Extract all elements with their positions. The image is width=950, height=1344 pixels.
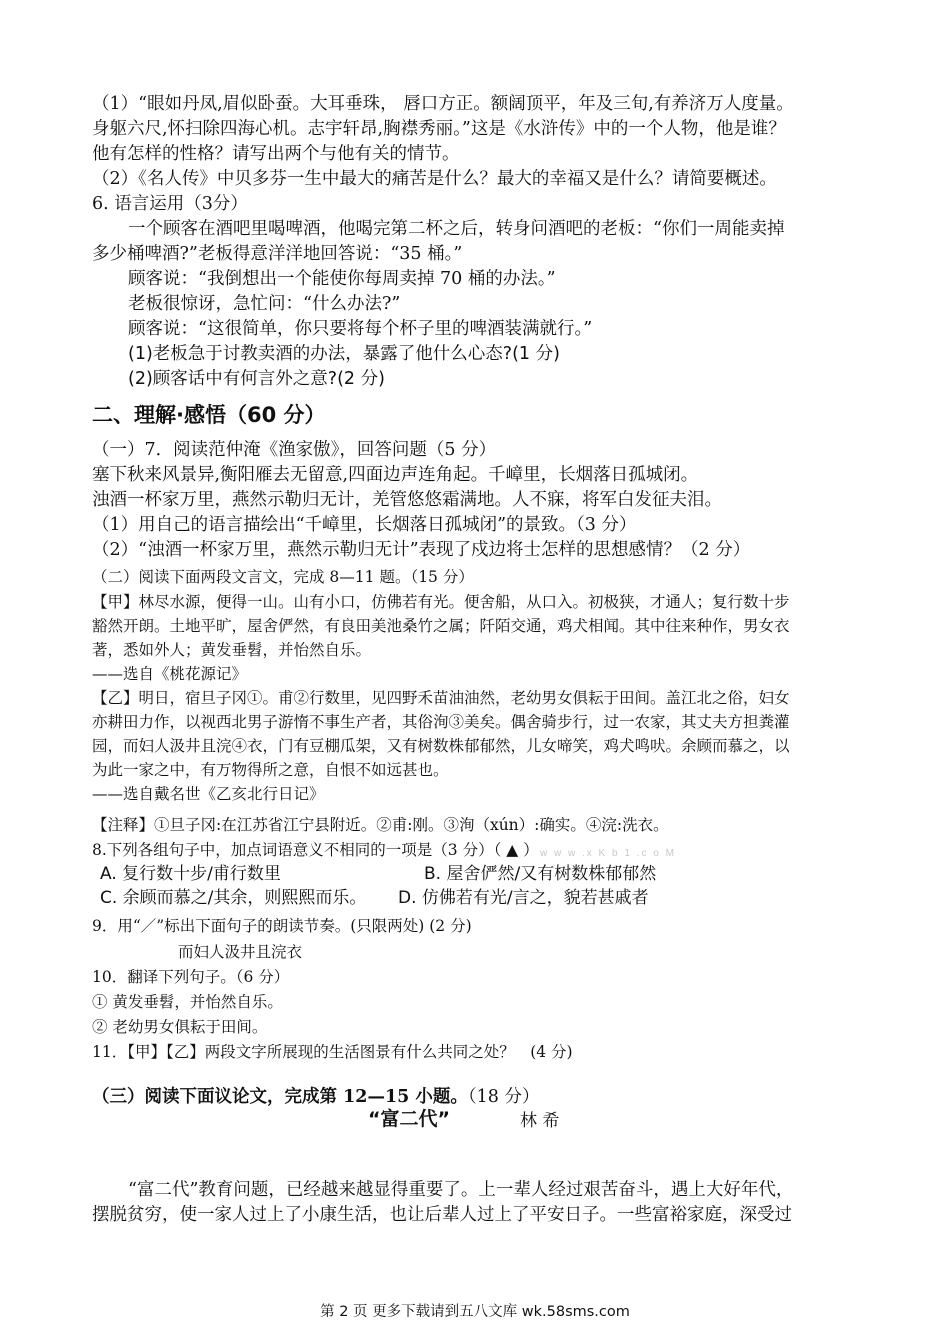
q8-option-d: D. 仿佛若有光/言之，貌若甚戚者 bbox=[398, 888, 649, 908]
jia-line-3: 著，悉如外人；黄发垂髫，并怡然自乐。 bbox=[92, 641, 372, 659]
watermark: w w w .x K b 1 .c o M bbox=[540, 848, 676, 859]
q7-question-2: （2）“浊酒一杯家万里，燕然示勒归无计”表现了戍边将士怎样的思想感情？（2 分） bbox=[92, 540, 751, 560]
essay-author: 林 希 bbox=[520, 1111, 560, 1131]
section-2-heading: 二、理解·感悟（60 分） bbox=[92, 403, 326, 427]
q5-1-line-1: （1）“眼如丹凤,眉似卧蚕。大耳垂珠， 唇口方正。额阔顶平，年及三旬,有养济万人度量。 bbox=[92, 94, 794, 114]
q8-stem: 8.下列各组句子中，加点词语意义不相同的一项是（3 分）（ ▲ ） bbox=[92, 841, 539, 859]
part-3-title bbox=[92, 1085, 539, 1109]
page-footer: 第 2 页 更多下载请到五八文库 wk.58sms.com bbox=[320, 1304, 630, 1320]
yi-line-3: 园，而妇人汲井且浣④衣，门有豆棚瓜架，又有树数株郁郁然，儿女啼笑，鸡犬鸣吠。余顾而慕之，以 bbox=[92, 737, 790, 755]
q11-stem: 11．【甲】【乙】两段文字所展现的生活图景有什么共同之处？ (4 分) bbox=[92, 1043, 573, 1061]
essay-line-1: “富二代”教育问题，已经越来越显得重要了。上一辈人经过艰苦奋斗，遇上大好年代， bbox=[128, 1180, 794, 1200]
q10-sentence-2: ② 老幼男女俱耘于田间。 bbox=[92, 1018, 268, 1036]
q10-stem: 10．翻译下列句子。（6 分） bbox=[92, 968, 290, 986]
yi-line-2: 亦耕田力作，以视西北男子游惰不事生产者，其俗洵③美矣。偶舍骑步行，过一农家，其丈夫方担粪灌 bbox=[92, 713, 790, 731]
part-2-title: （二）阅读下面两段文言文，完成 8—11 题。（15 分） bbox=[92, 568, 474, 586]
q6-paragraph-4: 顾客说：“这很简单，你只要将每个杯子里的啤酒装满就行。” bbox=[128, 319, 593, 339]
q5-1-line-3: 他有怎样的性格？请写出两个与他有关的情节。 bbox=[92, 144, 460, 164]
jia-line-2: 豁然开朗。土地平旷，屋舍俨然，有良田美池桑竹之属；阡陌交通，鸡犬相闻。其中往来种作，男女衣 bbox=[92, 617, 790, 635]
q8-option-a: A. 复行数十步/甫行数里 bbox=[100, 864, 281, 884]
jia-source: ——选自《桃花源记》 bbox=[92, 665, 248, 683]
q6-question-2: (2)顾客话中有何言外之意?(2 分) bbox=[128, 369, 385, 389]
q6-title: 6. 语言运用（3分） bbox=[92, 194, 248, 214]
jia-line-1: 【甲】林尽水源，便得一山。山有小口，仿佛若有光。便舍船，从口入。初极狭，才通人；复行数十步 bbox=[92, 593, 790, 611]
q5-1-line-2: 身躯六尺,怀扫除四海心机。志宇轩昂,胸襟秀丽。”这是《水浒传》中的一个人物，他是谁？ bbox=[92, 119, 786, 139]
yi-line-4: 为此一家之中，有万物得所之意，自恨不如远甚也。 bbox=[92, 761, 449, 779]
annotations: 【注释】①旦子冈:在江苏省江宁县附近。②甫:刚。③洵（xún）:确实。④浣:洗衣。 bbox=[92, 816, 669, 834]
q5-2-line: （2）《名人传》中贝多芬一生中最大的痛苦是什么？最大的幸福又是什么？请简要概述。 bbox=[92, 169, 777, 189]
essay-title: “富二代” bbox=[368, 1108, 450, 1130]
q8-option-b: B. 屋舍俨然/又有树数株郁郁然 bbox=[424, 864, 657, 884]
q6-paragraph-1-line-1: 一个顾客在酒吧里喝啤酒，他喝完第二杯之后，转身问酒吧的老板：“你们一周能卖掉 bbox=[128, 219, 785, 239]
q7-title: （一）7．阅读范仲淹《渔家傲》，回答问题（5 分） bbox=[92, 440, 497, 460]
q6-paragraph-3: 老板很惊讶，急忙问：“什么办法?” bbox=[128, 294, 401, 314]
q6-question-1: (1)老板急于讨教卖酒的办法，暴露了他什么心态?(1 分) bbox=[128, 344, 560, 364]
yi-source: ——选自戴名世《乙亥北行日记》 bbox=[92, 785, 325, 803]
q6-paragraph-1-line-2: 多少桶啤酒?”老板得意洋洋地回答说：“35 桶。” bbox=[92, 244, 463, 264]
q7-question-1: （1）用自己的语言描绘出“千嶂里，长烟落日孤城闭”的景致。（3 分） bbox=[92, 515, 637, 535]
part-3-title-text: （三）阅读下面议论文，完成第 12—15 小题。 bbox=[92, 1087, 468, 1107]
part-3-score: （18 分） bbox=[467, 1087, 540, 1107]
q9-sentence: 而妇人汲井且浣衣 bbox=[178, 943, 303, 961]
poem-line-2: 浊酒一杯家万里，燕然示勒归无计，羌管悠悠霜满地。人不寐，将军白发征夫泪。 bbox=[92, 490, 722, 510]
q6-paragraph-2: 顾客说：“我倒想出一个能使你每周卖掉 70 桶的办法。” bbox=[128, 269, 556, 289]
q10-sentence-1: ① 黄发垂髫，并怡然自乐。 bbox=[92, 993, 283, 1011]
yi-line-1: 【乙】明日，宿旦子冈①。甫②行数里，见四野禾苗油油然，老幼男女俱耘于田间。盖江北之俗，妇女 bbox=[92, 689, 790, 707]
q8-option-c: C. 余顾而慕之/其余，则熙熙而乐。 bbox=[100, 888, 367, 908]
q9-stem: 9．用“／”标出下面句子的朗读节奏。(只限两处) (2 分) bbox=[92, 917, 472, 935]
poem-line-1: 塞下秋来风景异,衡阳雁去无留意,四面边声连角起。千嶂里，长烟落日孤城闭。 bbox=[92, 465, 699, 485]
essay-line-2: 摆脱贫穷，使一家人过上了小康生活，也让后辈人过上了平安日子。一些富裕家庭，深受过 bbox=[92, 1205, 792, 1225]
